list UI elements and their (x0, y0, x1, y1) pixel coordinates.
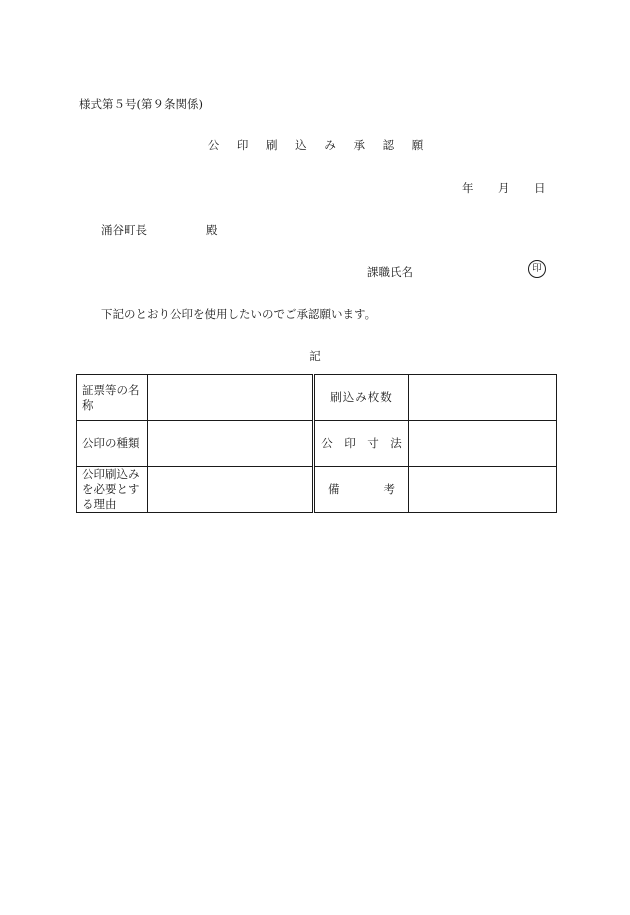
date-year-label: 年 (462, 181, 474, 195)
applicant-label: 課職氏名 (367, 265, 413, 279)
cell-label-remarks (314, 467, 409, 513)
cell-value-reason[interactable] (148, 467, 314, 513)
cell-value-certificate-name[interactable] (148, 375, 314, 421)
request-text: 下記のとおり公印を使用したいのでご承認願います。 (101, 307, 377, 321)
seal-mark: 印 (528, 260, 546, 278)
table-row (77, 375, 557, 421)
table-row (77, 421, 557, 467)
cell-value-seal-size[interactable] (409, 421, 557, 467)
application-table (76, 374, 557, 513)
form-number: 様式第５号(第９条関係) (79, 97, 203, 111)
honorific: 殿 (206, 223, 218, 237)
cell-value-print-count[interactable] (409, 375, 557, 421)
cell-label-print-count: 刷込み枚数 (314, 375, 409, 421)
document-title: 公 印 刷 込 み 承 認 願 (207, 138, 431, 152)
cell-label-seal-size: 公 印 寸 法 (314, 421, 409, 467)
date-day-label: 日 (534, 181, 546, 195)
ki-heading: 記 (309, 349, 321, 363)
cell-value-remarks[interactable] (409, 467, 557, 513)
remarks-char-1: 備 (328, 482, 340, 496)
cell-label-seal-type: 公印の種類 (77, 421, 148, 467)
cell-label-reason: 公印刷込みを必要とする理由 (77, 467, 148, 513)
cell-value-seal-type[interactable] (148, 421, 314, 467)
remarks-char-2: 考 (383, 482, 395, 496)
date-month-label: 月 (498, 181, 510, 195)
cell-label-certificate-name: 証票等の名称 (77, 375, 148, 421)
table-row (77, 467, 557, 513)
addressee: 涌谷町長 (101, 223, 147, 237)
